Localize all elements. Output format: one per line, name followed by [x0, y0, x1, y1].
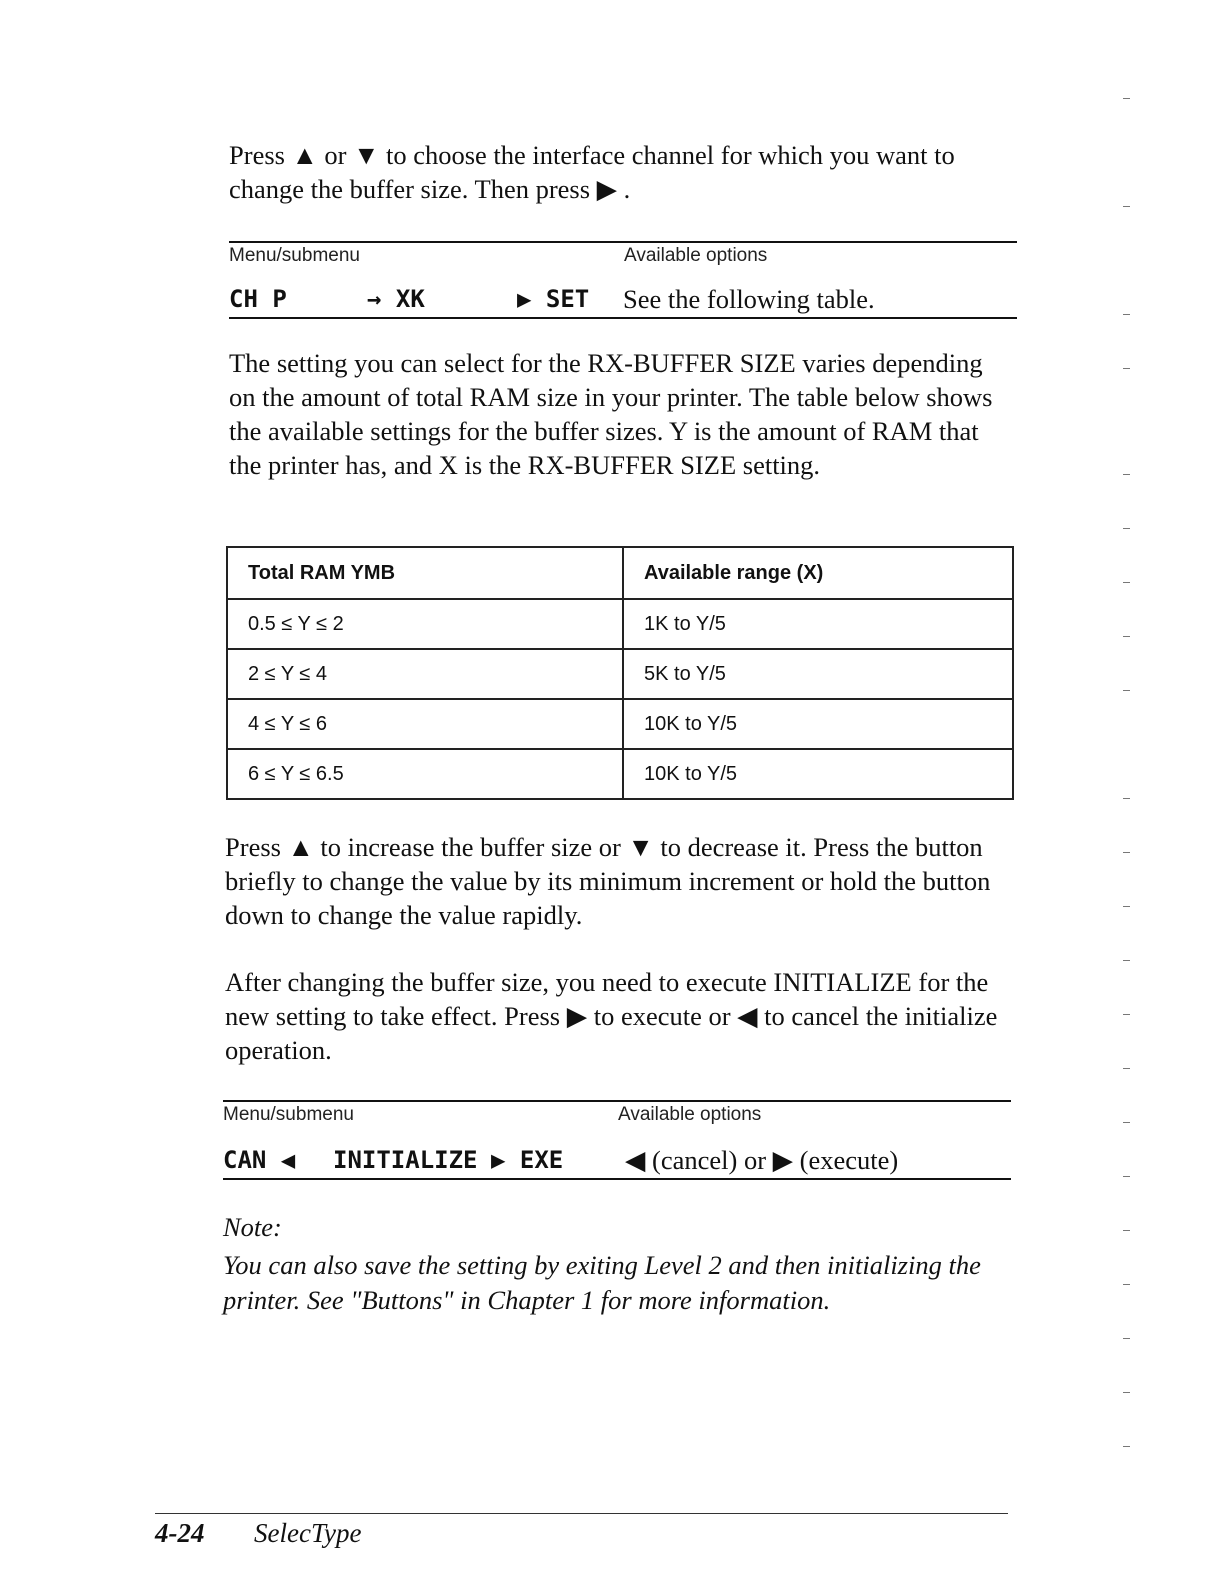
- footer-rule: [155, 1513, 1008, 1514]
- table-header-ram: Total RAM YMB: [227, 547, 623, 599]
- table-cell-ram: 4 ≤ Y ≤ 6: [227, 699, 623, 749]
- table-cell-range: 10K to Y/5: [623, 699, 1013, 749]
- table-cell-ram: 2 ≤ Y ≤ 4: [227, 649, 623, 699]
- note-title: Note:: [223, 1212, 282, 1242]
- table-row: [227, 749, 1013, 799]
- menu-row-2: [223, 1140, 1011, 1180]
- note-text: You can also save the setting by exiting Level 2 and then initializing the printer. See "Buttons" in Chapter 1 for more information.: [223, 1250, 981, 1315]
- menu-header-2: [223, 1100, 1011, 1125]
- menu-header-left: Menu/submenu: [223, 1104, 354, 1125]
- increase-paragraph: Press ▲ to increase the buffer size or ▼ to decrease it. Press the button briefly to change the value by its minimum increment or hold the button down to change the value rapidly.: [225, 832, 991, 930]
- menu-options: See the following table.: [623, 284, 875, 314]
- table-row: [227, 599, 1013, 649]
- menu-header-left: Menu/submenu: [229, 245, 360, 266]
- buffer-range-table: [226, 546, 1014, 800]
- menu-header-right: Available options: [624, 245, 768, 266]
- table-cell-range: 10K to Y/5: [623, 749, 1013, 799]
- menu-options-2: ◀ (cancel) or ▶ (execute): [625, 1145, 899, 1175]
- initialize-paragraph: After changing the buffer size, you need to execute INITIALIZE for the new setting to take effect. Press ▶ to execute or ◀ to cancel the initialize operation.: [225, 967, 998, 1065]
- setting-paragraph: The setting you can select for the RX-BUFFER SIZE varies depending on the amount of total RAM size in your printer. The table below shows the available settings for the buffer sizes. Y is the amount of RAM that the printer has, and X is the RX-BUFFER SIZE setting.: [229, 348, 993, 480]
- table-row: [227, 699, 1013, 749]
- table-header-range: Available range (X): [623, 547, 1013, 599]
- section-title: SelecType: [254, 1518, 362, 1548]
- menu-initialize: INITIALIZE: [333, 1146, 478, 1174]
- table-header-row: [227, 547, 1013, 599]
- menu-set: ▶ SET: [517, 285, 590, 313]
- menu-submenu: → XK: [367, 285, 425, 313]
- menu-execute: ▶ EXE: [491, 1146, 564, 1174]
- menu-channel: CH P: [229, 285, 287, 313]
- menu-header-right: Available options: [618, 1104, 762, 1125]
- page-number: 4-24: [155, 1518, 205, 1548]
- menu-cancel: CAN ◀: [223, 1146, 296, 1174]
- menu-row-1: [229, 279, 1017, 319]
- table-cell-range: 1K to Y/5: [623, 599, 1013, 649]
- intro-paragraph: Press ▲ or ▼ to choose the interface channel for which you want to change the buffer size. Then press ▶ .: [229, 140, 955, 204]
- table-cell-ram: 0.5 ≤ Y ≤ 2: [227, 599, 623, 649]
- menu-header-1: [229, 241, 1017, 266]
- table-row: [227, 649, 1013, 699]
- table-cell-ram: 6 ≤ Y ≤ 6.5: [227, 749, 623, 799]
- table-cell-range: 5K to Y/5: [623, 649, 1013, 699]
